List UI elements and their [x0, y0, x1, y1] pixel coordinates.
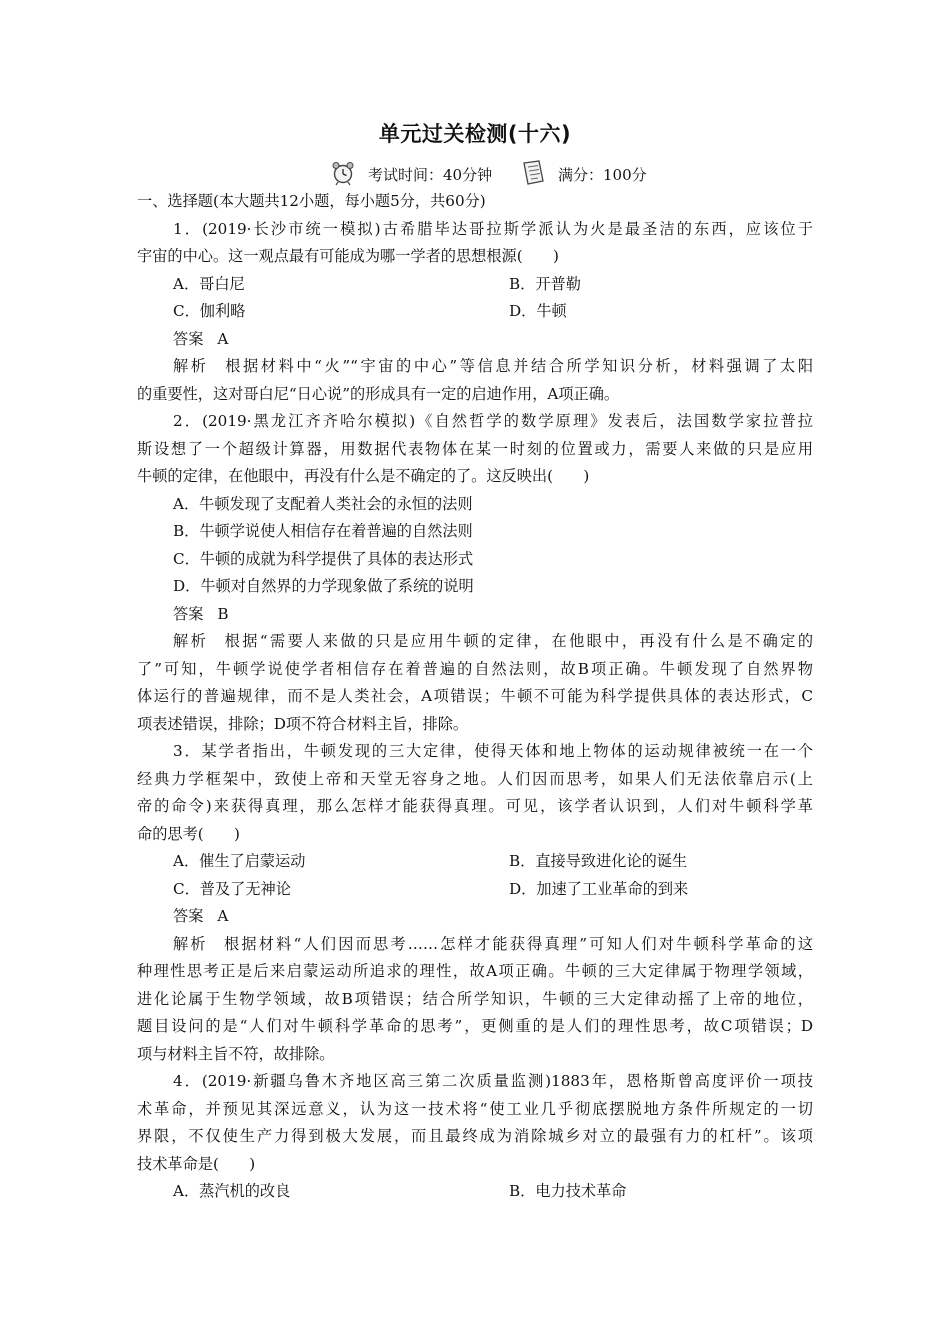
question-4-line-4: 技术革命是( )	[137, 1154, 256, 1173]
question-4-options-row-1	[137, 1178, 813, 1206]
question-3-line-3: 帝的命令)来获得真理，那么怎样才能获得真理。可见，该学者认识到，人们对牛顿科学革	[137, 797, 813, 815]
question-2-option-a: A．牛顿发现了支配着人类社会的永恒的法则	[173, 494, 473, 513]
question-3-option-a: A．催生了启蒙运动	[173, 852, 306, 870]
question-4-line-2: 术革命，并预见其深远意义，认为这一技术将“使工业几乎彻底摆脱地方条件所规定的一切	[137, 1099, 813, 1118]
question-3-analysis-line-5: 项与材料主旨不符，故排除。	[137, 1044, 335, 1063]
question-1-option-a: A．哥白尼	[173, 274, 245, 293]
answer-label: 答案	[173, 604, 204, 623]
question-3-option-c: C．普及了无神论	[173, 879, 291, 898]
question-1-analysis-line-2: 的重要性，这对哥白尼“日心说”的形成具有一定的启迪作用，A项正确。	[137, 384, 620, 403]
question-2-analysis-line-2: 了”可知，牛顿学说使学者相信存在着普遍的自然法则，故B项正确。牛顿发现了自然界物	[137, 659, 813, 678]
question-3-answer	[137, 903, 813, 931]
exam-content	[137, 188, 813, 1206]
question-2-analysis-line-1	[137, 628, 813, 656]
question-1-answer	[137, 326, 813, 354]
question-3-analysis-line-1	[137, 931, 813, 959]
question-3-option-b: B．直接导致进化论的诞生	[509, 852, 688, 870]
question-3-options-row-2	[137, 876, 813, 904]
question-2-option-c: C．牛顿的成就为科学提供了具体的表达形式	[173, 549, 474, 568]
question-1-option-c: C．伽利略	[173, 302, 246, 320]
answer-value: B	[217, 604, 229, 623]
analysis-label: 解析	[173, 934, 208, 953]
question-2-option-b: B．牛顿学说使人相信存在着普遍的自然法则	[173, 522, 473, 540]
question-3-analysis-line-3: 进化论属于生物学领域，故B项错误；结合所学知识，牛顿的三大定律动摇了上帝的地位，	[137, 989, 813, 1008]
analysis-text: 根据材料中“火”“宇宙的中心”等信息并结合所学知识分析，材料强调了太阳	[222, 357, 813, 375]
question-4-option-b: B．电力技术革命	[509, 1182, 627, 1200]
question-2-line-2: 斯设想了一个超级计算器，用数据代表物体在某一时刻的位置或力，需要人来做的只是应用	[137, 439, 813, 458]
answer-value: A	[217, 329, 229, 348]
analysis-text: 根据“需要人来做的只是应用牛顿的定律，在他眼中，再没有什么是不确定的	[222, 632, 813, 650]
question-4-option-a: A．蒸汽机的改良	[173, 1182, 291, 1200]
question-3-line-2: 经典力学框架中，致使上帝和天堂无容身之地。人们因而思考，如果人们无法依靠启示(上	[137, 769, 813, 788]
question-1-option-d: D．牛顿	[509, 302, 567, 320]
exam-meta	[330, 160, 750, 190]
question-3-analysis-line-2: 种理性思考正是后来启蒙运动所追求的理性，故A项正确。牛顿的三大定律属于物理学领域，	[137, 962, 813, 980]
question-2-analysis-line-3: 体运行的普遍规律，而不是人类社会，A项错误；牛顿不可能为科学提供具体的表达形式，C	[137, 687, 813, 705]
question-2-analysis-line-4: 项表述错误，排除；D项不符合材料主旨，排除。	[137, 714, 469, 733]
question-1-options-row-2	[137, 298, 813, 326]
question-1-line-1: 1．(2019·长沙市统一模拟)古希腊毕达哥拉斯学派认为火是最圣洁的东西，应该位于	[173, 219, 813, 238]
question-3-option-d: D．加速了工业革命的到来	[509, 879, 689, 898]
analysis-text: 根据材料“人们因而思考……怎样才能获得真理”可知人们对牛顿科学革命的这	[221, 934, 813, 953]
exam-score: 满分：100分	[558, 166, 647, 184]
section-heading: 一、选择题(本大题共12小题，每小题5分，共60分)	[137, 192, 486, 210]
question-2-answer	[137, 601, 813, 629]
question-3-analysis-line-4: 题目设问的是“人们对牛顿科学革命的思考”，更侧重的是人们的理性思考，故C项错误；D	[137, 1017, 813, 1035]
question-3-line-1: 3．某学者指出，牛顿发现的三大定律，使得天体和地上物体的运动规律被统一在一个	[173, 742, 813, 760]
question-4-line-1: 4．(2019·新疆乌鲁木齐地区高三第二次质量监测)1883年，恩格斯曾高度评价一项技	[173, 1072, 813, 1090]
analysis-label: 解析	[173, 632, 209, 650]
question-1-options-row-1	[137, 271, 813, 299]
analysis-label: 解析	[173, 357, 209, 375]
question-1-line-2: 宇宙的中心。这一观点最有可能成为哪一学者的思想根源( )	[137, 247, 559, 265]
answer-label: 答案	[173, 329, 204, 348]
question-2-option-d: D．牛顿对自然界的力学现象做了系统的说明	[173, 577, 474, 595]
answer-label: 答案	[173, 907, 204, 925]
question-2-line-1: 2．(2019·黑龙江齐齐哈尔模拟)《自然哲学的数学原理》发表后，法国数学家拉普拉	[173, 412, 813, 430]
question-2-line-3: 牛顿的定律，在他眼中，再没有什么是不确定的了。这反映出( )	[137, 467, 590, 485]
page-title: 单元过关检测(十六)	[378, 122, 572, 146]
exam-time: 考试时间：40分钟	[368, 166, 493, 184]
question-3-line-4: 命的思考( )	[137, 824, 240, 843]
answer-value: A	[217, 907, 229, 925]
question-3-options-row-1	[137, 848, 813, 876]
question-1-option-b: B．开普勒	[509, 274, 581, 293]
question-1-analysis-line-1	[137, 353, 813, 381]
question-4-line-3: 界限，不仅使生产力得到极大发展，而且最终成为消除城乡对立的最强有力的杠杆”。该项	[137, 1127, 813, 1145]
